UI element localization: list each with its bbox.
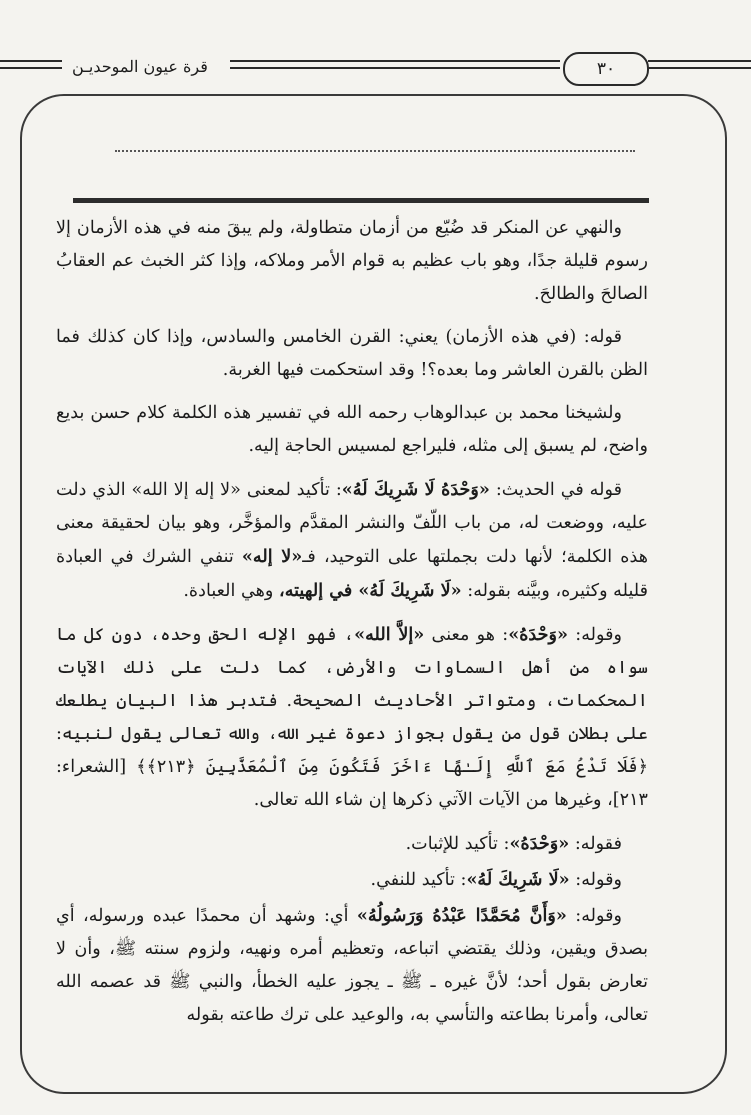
hadith-quote: «وَأَنَّ مُحَمَّدًا عَبْدُهُ وَرَسُولُهُ»: [356, 905, 567, 926]
dotted-separator: [115, 150, 635, 152]
hadith-quote: «وَحْدَهُ لَا شَرِيكَ لَهُ»: [341, 479, 490, 500]
hadith-quote: «لَا شَرِيكَ لَهُ» في إلهيته،: [279, 580, 462, 601]
paragraph: وقوله: «وَحْدَهُ»: هو معنى «إلاَّ الله»، فهو الإله الحق وحده، دون كل ما سواه من أهل السماوات والأرض، كما دلت على ذلك الآيات المحكمات، ومتواتر الأحاديث الصحيحة. فتدبر هذا البيان يطلعك على بطلان قول من يقول بجواز دعوة غير الله، والله تعالى يقول لنبيه: ﴿فَلَا تَدْعُ مَعَ ٱللَّهِ إِلَـٰهًا ءَاخَرَ فَتَكُونَ مِنَ ٱلْمُعَذَّبِينَ ﴿٢١٣﴾﴾ [الشعراء: ٢١٣]، وغيرها من الآيات الآتي ذكرها إن شاء الله تعالى.: [56, 624, 649, 810]
header-rule-mid-top: [230, 60, 560, 62]
paragraph: قوله: (في هذه الأزمان) يعني: القرن الخامس والسادس، وإذا كان كذلك فما الظن بالقرن العاشر وما بعده؟! وقد استحكمت فيها الغربة.: [56, 327, 648, 380]
paragraph: وقوله: «لَا شَرِيكَ لَهُ»: تأكيد للنفي.: [370, 869, 622, 890]
body-text: [56, 212, 648, 1042]
hadith-quote: «وَحْدَهُ»: [508, 624, 569, 645]
page-number: ٣٠: [563, 52, 649, 86]
book-title: قرة عيون الموحديـن: [66, 57, 214, 76]
hadith-quote: «لا إله»: [241, 546, 303, 567]
paragraph: فقوله: «وَحْدَهُ»: تأكيد للإثبات.: [405, 833, 622, 854]
hadith-quote: «لَا شَرِيكَ لَهُ»: [466, 869, 570, 890]
header-rule-left-top: [0, 60, 62, 62]
header-rule-right-bottom: [648, 67, 751, 69]
quran-verse: ﴿فَلَا تَدْعُ مَعَ ٱللَّهِ إِلَـٰهًا ءَاخَرَ فَتَكُونَ مِنَ ٱلْمُعَذَّبِينَ ﴿٢١٣﴾﴾: [136, 757, 649, 777]
header-rule-right-top: [648, 60, 751, 62]
paragraph: والنهي عن المنكر قد ضُيّع من أزمان متطاولة، ولم يبقَ منه في هذه الأزمان إلا رسوم قليلة جدًا، وهو باب عظيم به قوام الأمر وملاكه، وإذا كثر الخبث عم العقابُ الصالحَ والطالحَ.: [56, 218, 648, 304]
hadith-quote: «وَحْدَهُ»: [509, 833, 570, 854]
paragraph: وقوله: «وَأَنَّ مُحَمَّدًا عَبْدُهُ وَرَسُولُهُ» أي: وشهد أن محمدًا عبده ورسوله، أي بصدق ويقين، وذلك يقتضي اتباعه، وتعظيم أمره ونهيه، ولزوم سنته ﷺ، وأن لا تعارض بقول أحد؛ لأنَّ غيره ـ ﷺ ـ يجوز عليه الخطأ، والنبي ﷺ قد عصمه الله تعالى، وأمرنا بطاعته والتأسي به، والوعيد على ترك طاعته بقوله: [56, 905, 648, 1025]
header-rule-left-bottom: [0, 67, 62, 69]
page-header: [0, 0, 751, 100]
section-rule: [73, 198, 649, 203]
hadith-quote: «إلاَّ الله»: [354, 624, 425, 645]
paragraph: قوله في الحديث: «وَحْدَهُ لَا شَرِيكَ لَهُ»: تأكيد لمعنى «لا إله إلا الله» الذي دلت عليه، ووضعت له، من باب اللّفّ والنشر المقدَّم والمؤخَّر، وهو بيان لحقيقة معنى هذه الكلمة؛ لأنها دلت بجملتها على التوحيد، فـ«لا إله» تنفي الشرك في العبادة قليله وكثيره، وبيَّنه بقوله: «لَا شَرِيكَ لَهُ» في إلهيته، وهي العبادة.: [56, 479, 648, 601]
paragraph: ولشيخنا محمد بن عبدالوهاب رحمه الله في تفسير هذه الكلمة كلام حسن بديع واضح، لم يسبق إلى مثله، فليراجع لمسيس الحاجة إليه.: [56, 403, 648, 456]
header-rule-mid-bottom: [230, 67, 560, 69]
